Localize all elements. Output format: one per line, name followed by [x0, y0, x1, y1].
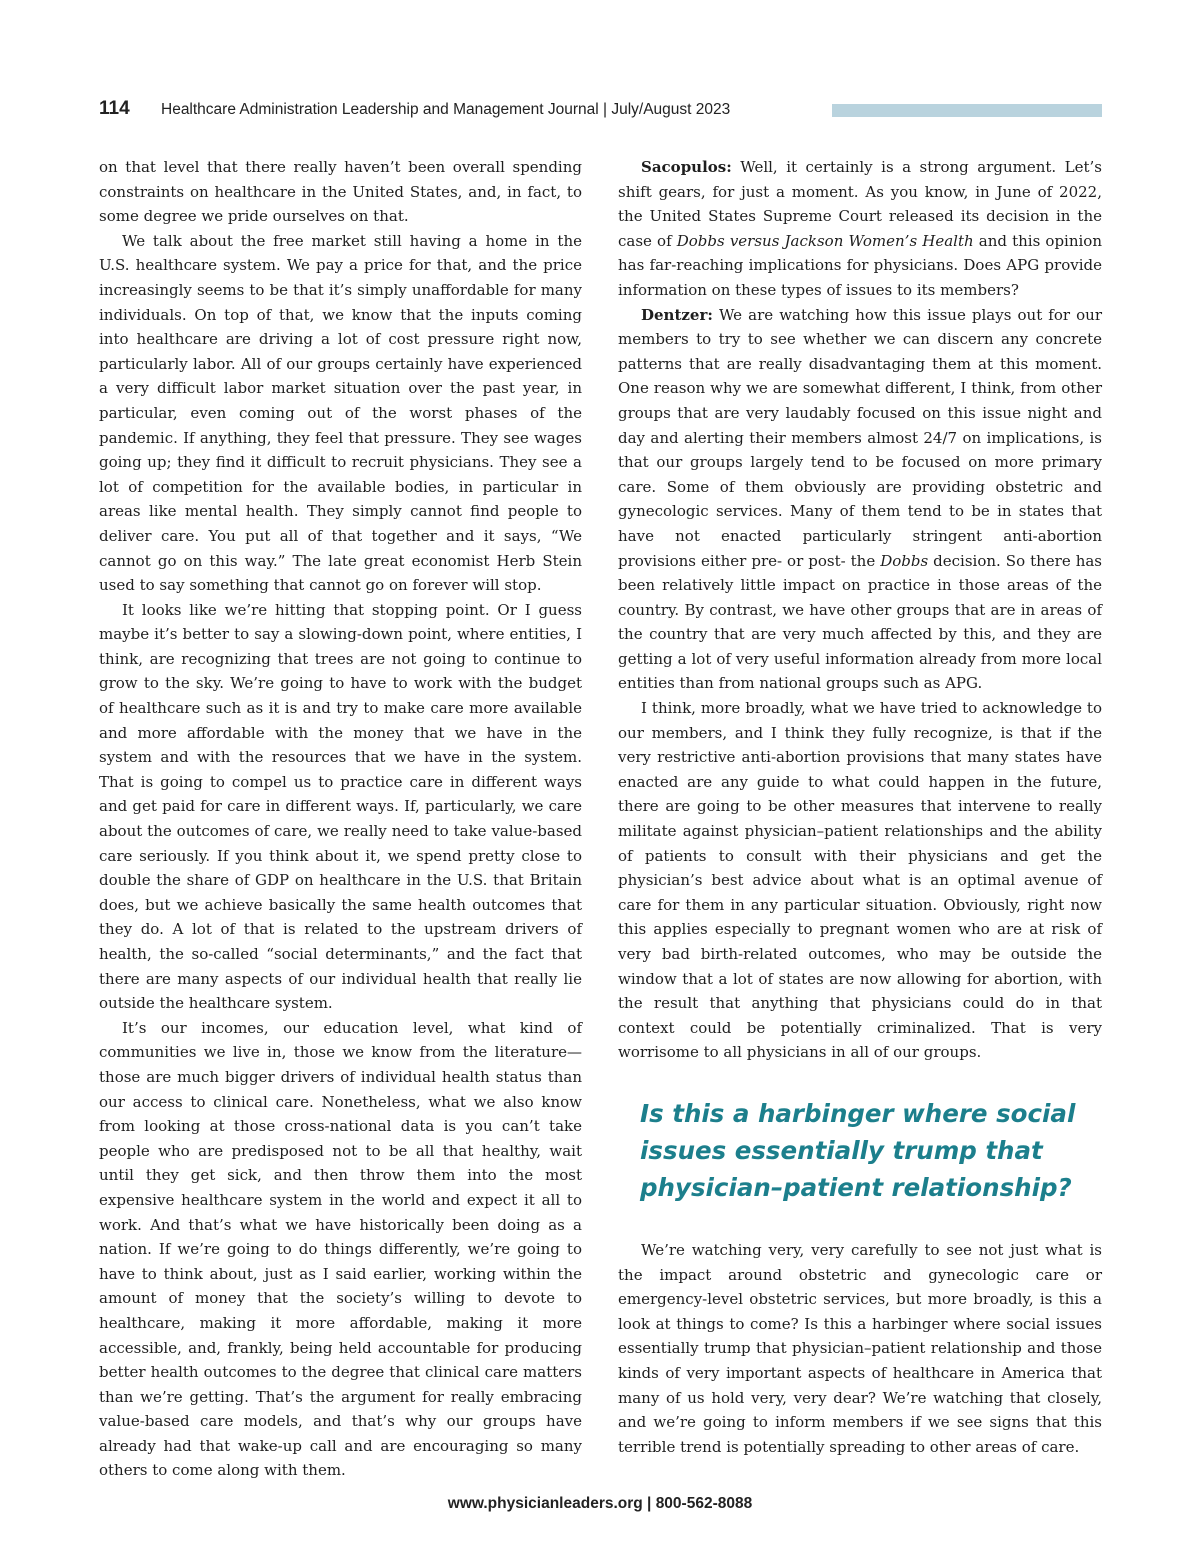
question-paragraph — [618, 155, 1102, 303]
page-number: 114 — [99, 98, 130, 119]
journal-title: Healthcare Administration Leadership and Management Journal | July/August 2023 — [161, 101, 731, 118]
text-run: and this opinion has far-reaching implications for physicians. Does APG provide information on these types of issues to its members? — [618, 231, 1102, 299]
answer-paragraph — [618, 303, 1102, 697]
pull-quote: Is this a harbinger where social issues essentially trump that physician–patient relationship? — [640, 1098, 1076, 1202]
paragraph: It looks like we’re hitting that stopping point. Or I guess maybe it’s better to say a slowing-down point, where entities, I think, are recognizing that trees are not going to continue to grow to the sky. We’re going to have to work with the budget of healthcare such as it is and try to make care more available and more affordable with the money that we have in the system and with the resources that we have in the system. That is going to compel us to practice care in different ways and get paid for care in different ways. If, particularly, we care about the outcomes of care, we really need to take value-based care seriously. If you think about it, we spend pretty close to double the share of GDP on healthcare in the U.S. that Britain does, but we achieve basically the same health outcomes that they do. A lot of that is related to the upstream drivers of health, the so-called “social determinants,” and the fact that there are many aspects of our individual health that really lie outside the healthcare system. — [99, 600, 582, 1013]
speaker-label: Sacopulos: — [641, 158, 732, 176]
paragraph: on that level that there really haven’t been overall spending constraints on healthcare in the United States, and, in fact, to some degree we pride ourselves on that. — [99, 158, 582, 226]
text-run: Well, it certainly is a strong argument. Let’s shift gears, for just a moment. As you know, in June of 2022, the United States Supreme Court released its decision in the case of — [618, 158, 1102, 250]
paragraph: I think, more broadly, what we have tried to acknowledge to our members, and I think they fully recognize, is that if the very restrictive anti-abortion provisions that many states have enacted are any guide to what could happen in the future, there are going to be other measures that intervene to really militate against physician–patient relationships and the ability of patients to consult with their physicians and get the physician’s best advice about what is an optimal avenue of care for them in any particular situation. Obviously, right now this applies especially to pregnant women who are at risk of very bad birth-related outcomes, who may be outside the window that a lot of states are now allowing for abortion, with the result that anything that physicians could do in that context could be potentially criminalized. That is very worrisome to all physicians in all of our groups. — [618, 699, 1102, 1062]
header-accent-bar — [832, 104, 1102, 117]
right-column — [618, 155, 1102, 1459]
page-footer: www.physicianleaders.org | 800-562-8088 — [447, 1495, 753, 1512]
paragraph: We’re watching very, very carefully to see not just what is the impact around obstetric and gynecologic care or emergency-level obstetric services, but more broadly, is this a look at things to come? Is this a harbinger where social issues essentially trump that physician–patient relationship and those kinds of very important aspects of healthcare in America that many of us hold very, very dear? We’re watching that closely, and we’re going to inform members if we see signs that this terrible trend is potentially spreading to other areas of care. — [618, 1240, 1102, 1456]
case-name: Dobbs — [880, 551, 929, 570]
paragraph: We talk about the free market still having a home in the U.S. healthcare system. We pay a price for that, and the price increasingly seems to be that it’s simply unaffordable for many individuals. On top of that, we know that the inputs coming into healthcare are driving a lot of cost pressure right now, particularly labor. All of our groups certainly have experienced a very difficult labor market situation over the past year, in particular, even coming out of the worst phases of the pandemic. If anything, they feel that pressure. They see wages going up; they find it difficult to recruit physicians. They see a lot of competition for the available bodies, in particular in areas like mental health. They simply cannot find people to deliver care. You put all of that together and it says, “We cannot go on this way.” The late great economist Herb Stein used to say something that cannot go on forever will stop. — [99, 231, 582, 595]
text-run: We are watching how this issue plays out for our members to try to see whether we can discern any concrete patterns that are really disadvantaging them at this moment. One reason why we are somewhat different, I think, from other groups that are very laudably focused on this issue night and day and alerting their members almost 24/7 on implications, is that our groups largely tend to be focused on more primary care. Some of them obviously are providing obstetric and gynecologic services. Many of them tend to be in states that have not enacted particularly stringent anti-abortion provisions either pre- or post- the — [618, 305, 1102, 570]
speaker-label: Dentzer: — [641, 305, 713, 324]
paragraph: It’s our incomes, our education level, what kind of communities we live in, those we know from the literature—those are much bigger drivers of individual health status than our access to clinical care. Nonetheless, what we also know from looking at those cross-national data is you can’t take people who are predisposed not to be all that healthy, wait until they get sick, and then throw them into the most expensive healthcare system in the world and expect it all to work. And that’s what we have historically been doing as a nation. If we’re going to do things differently, we’re going to have to think about, just as I said earlier, working within the amount of money that the society’s willing to devote to healthcare, making it more affordable, making it more accessible, and, frankly, being held accountable for producing better health outcomes to the degree that clinical care matters than we’re getting. That’s the argument for really embracing value-based care models, and that’s why our groups have already had that wake-up call and are encouraging so many others to come along with them. — [99, 1018, 582, 1480]
page-header — [99, 98, 1102, 122]
left-column — [99, 155, 582, 1483]
text-run: decision. So there has been relatively little impact on practice in those areas of the country. By contrast, we have other groups that are in areas of the country that are very much affected by this, and they are getting a lot of very useful information already from more local entities than from national groups such as APG. — [618, 551, 1102, 693]
case-name: Dobbs versus Jackson Women’s Health — [676, 231, 974, 250]
